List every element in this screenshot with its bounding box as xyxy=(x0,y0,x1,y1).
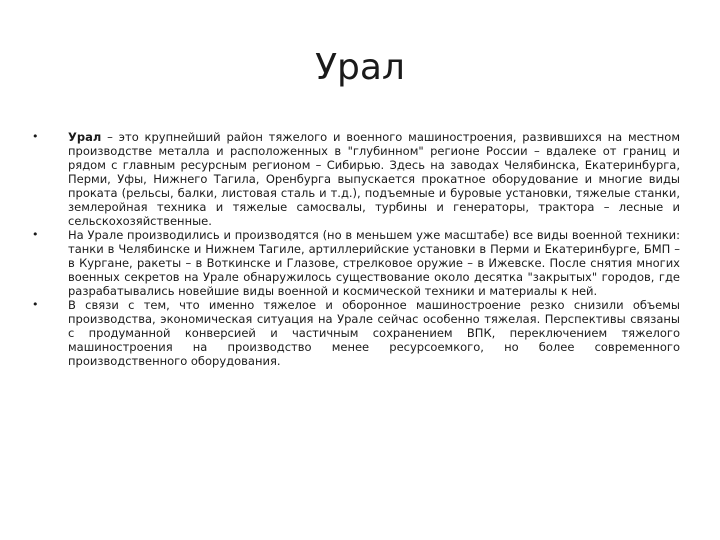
bullet-text: – это крупнейший район тяжелого и военного машиностроения, развившихся на местном производстве металла и расположенных в "глубинном" регионе России – вдалеке от границ и рядом с главным ресурсным регионом – Сибирью. Здесь на заводах Челябинска, Екатеринбурга, Перми, Уфы, Нижнего Тагила, Оренбурга выпускается прокатное оборудование и многие виды проката (рельсы, балки, листовая сталь и т.д.), подъемные и буровые установки, тяжелые станки, землеройная техника и тяжелые самосвалы, турбины и генераторы, трактора – лесные и сельскохозяйственные. xyxy=(68,130,680,228)
bullet-text: В связи с тем, что именно тяжелое и оборонное машиностроение резко снизили объемы производства, экономическая ситуация на Урале сейчас особенно тяжелая. Перспективы связаны с продуманной конверсией и частичным сохранением ВПК, переключением тяжелого машиностроения на производство менее ресурсоемкого, но более современного производственного оборудования. xyxy=(68,298,680,368)
bullet-item-3 xyxy=(32,298,680,368)
bullet-item-1 xyxy=(32,130,680,228)
bullet-text: На Урале производились и производятся (но в меньшем уже масштабе) все виды военной техники: танки в Челябинске и Нижнем Тагиле, артиллерийские установки в Перми и Екатеринбурге, БМП – в Кургане, ракеты – в Воткинске и Глазове, стрелковое оружие – в Ижевске. После снятия многих военных секретов на Урале обнаружилось существование около десятка "закрытых" городов, где разрабатывались новейшие виды военной и космической техники и материалы к ней. xyxy=(68,228,680,298)
bullet-icon: • xyxy=(32,130,39,143)
slide-title: Урал xyxy=(315,47,405,88)
bullet-icon: • xyxy=(32,298,39,311)
bullet-lead: Урал xyxy=(68,130,102,144)
bullet-list xyxy=(32,130,680,368)
bullet-item-2 xyxy=(32,228,680,298)
bullet-icon: • xyxy=(32,228,39,241)
